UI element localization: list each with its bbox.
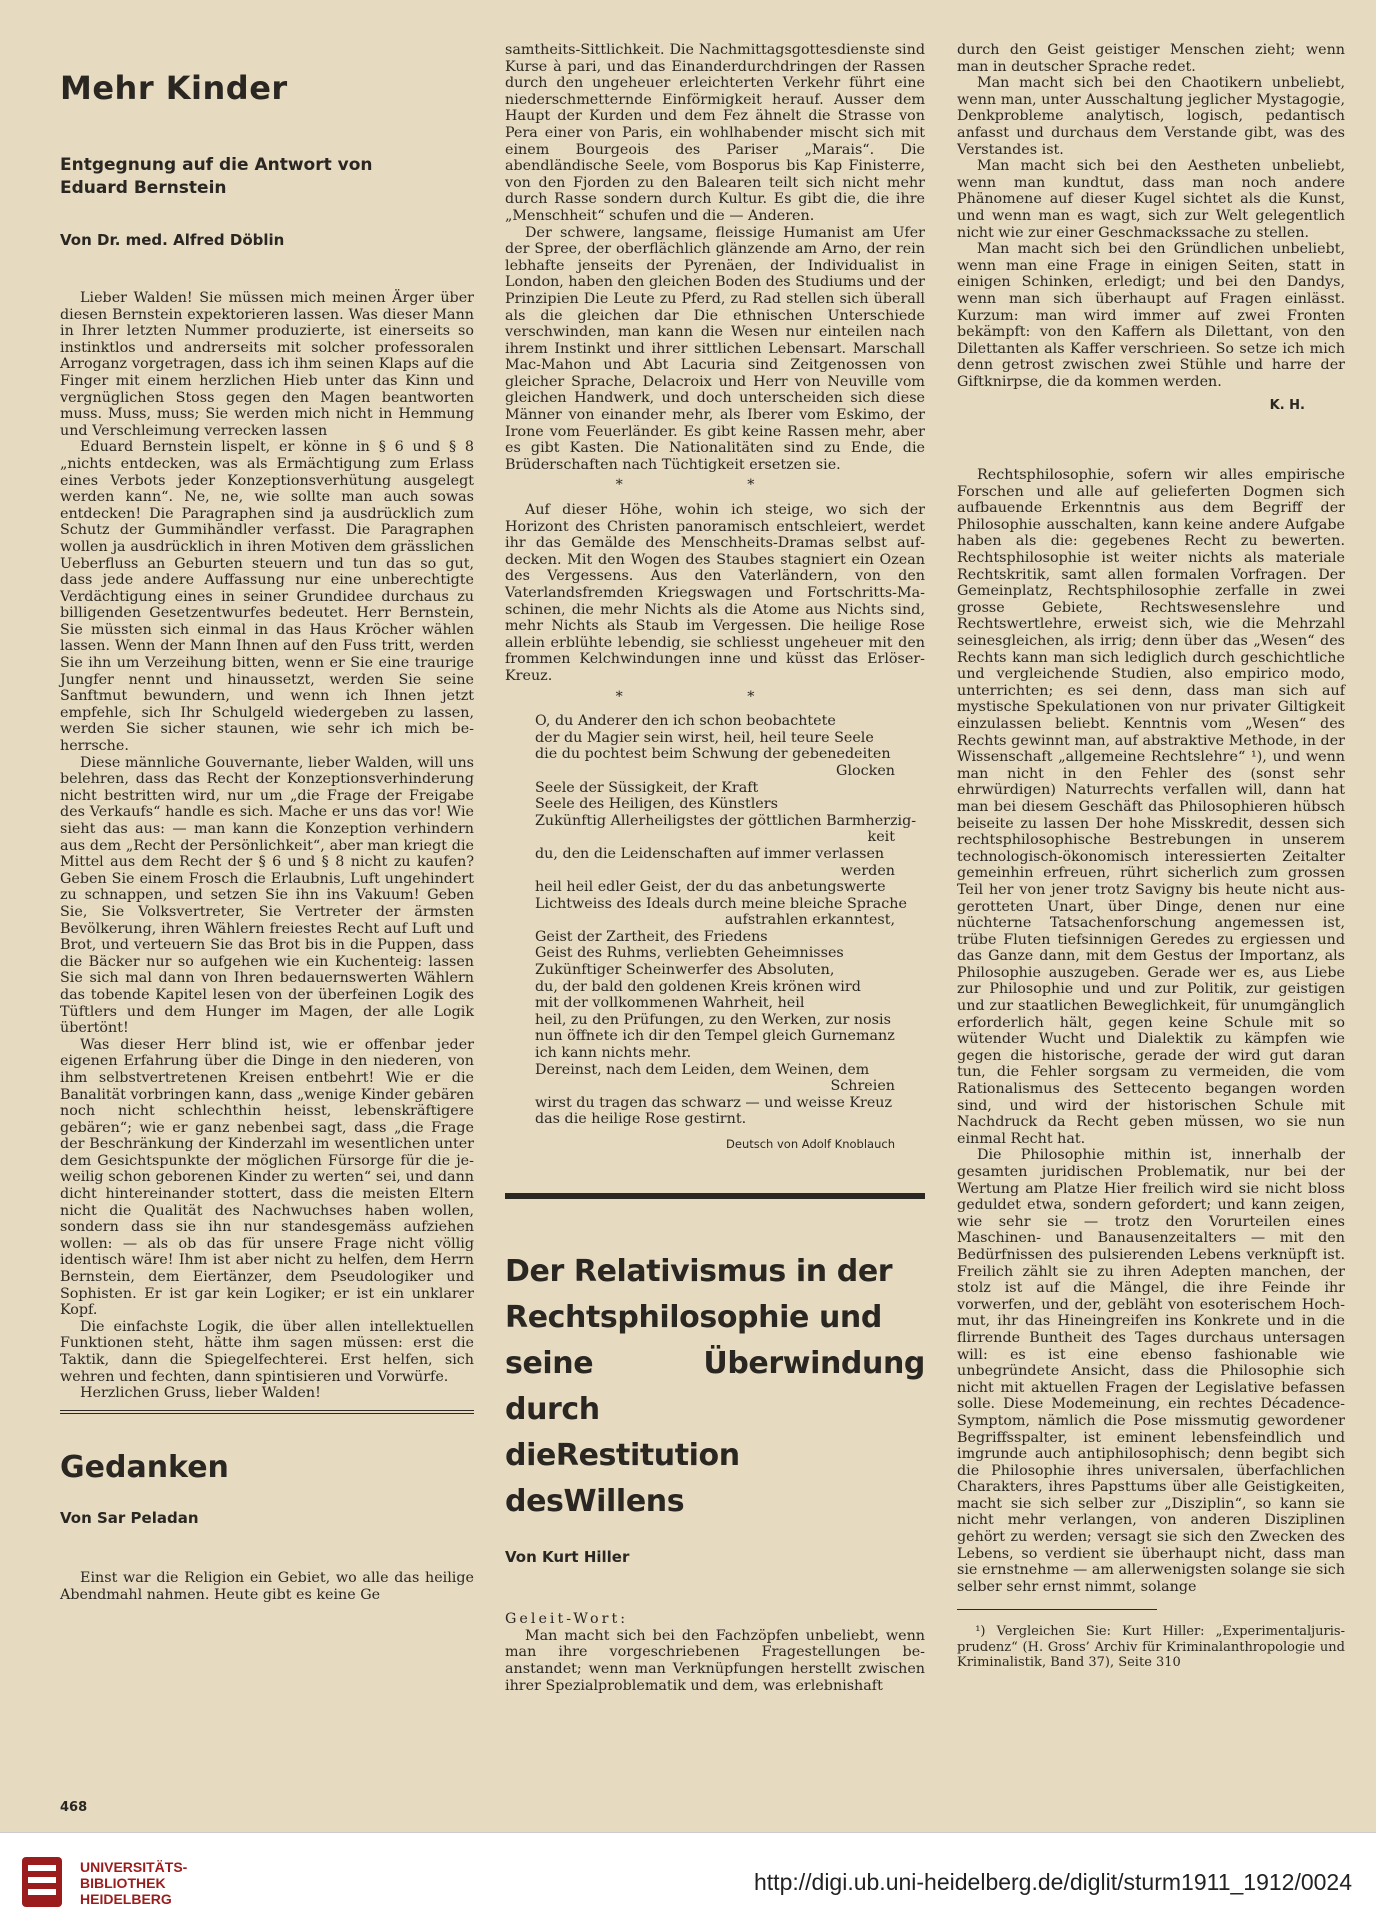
poem-line: Schreien — [830, 1078, 895, 1095]
university-seal-icon — [20, 1853, 64, 1911]
poem-line: Zukünftiger Scheinwerfer des Absoluten, — [535, 962, 835, 979]
paragraph: Eduard Bernstein lispelt, er könne in § 6 und § 8 „nichts entdecken, was als Ermächtigung zum Erlass eines Verbots jeder Konzeptionsverhütung ausgelegt werden kann“. Ne, ne, wie sollte man auch sowas entdecken! Die Paragraphen sind ja ausdrücklich zum Schutz der Gummihändler verfasst. Die Paragraphen wollen ja ausdrücklich in ihren Motiven dem grässlichen Ueberfluss an Geburten steuern und tun das so gut, dass jede andere Auffassung nur eine unberechtigte Verdächtigung eines in seiner Grundidee durchaus zu billigenden Gesetzentwurfes bedeutet. Herr Bernstein, Sie müssten sich einmal in das Haus Kröcher wählen lassen. Wenn der Mann Ihnen auf den Fuss tritt, werden Sie ihn um Verzeihung bitten, wenn er Sie eine traurige Jungfer nennt und hinaussetzt, werden Sie seine Sanftmut bewundern, und wenn ich Ihnen jetzt empfehle, sich Ihr Schulgeld wiedergeben zu lassen, werden Sie sicher staunen, wie sehr ich mich beherrsche. — [60, 439, 474, 755]
article-author-peladan: Von Sar Peladan — [60, 1508, 199, 1527]
footnote: ¹) Vergleichen Sie: Kurt Hiller: „Experimentaljurisprudenz“ (H. Gross’ Archiv für Kriminalanthropologie und Kriminalistik, Band 37), Seite 310 — [957, 1624, 1345, 1671]
paragraph: Die einfachste Logik, die über allen intellektuellen Funktionen steht, hätte ihm sagen müssen: erst die Taktik, dann die Spiegelfechterei. Erst helfen, sich wehren und fechten, dann spintisieren und Vorwürfe. — [60, 1318, 474, 1385]
article-author-hiller: Von Kurt Hiller — [505, 1547, 630, 1566]
translator-credit: Deutsch von Adolf Knoblauch — [726, 1137, 895, 1151]
title-line: seine Überwindung durch — [505, 1345, 925, 1427]
poem-line: du, den die Leidenschaften auf immer verlassen — [535, 845, 885, 862]
poem-line: Zukünftig Allerheiligstes der göttlichen Barmherzig- — [535, 812, 917, 829]
poem-line: Geist der Zartheit, des Friedens — [535, 928, 768, 945]
poem-line: du, der bald den goldenen Kreis krönen wird — [535, 978, 861, 995]
poem-line: Lichtweiss des Ideals durch meine bleiche Sprache — [535, 895, 907, 912]
column-3 — [957, 42, 1345, 1671]
poem-line: heil, zu den Prüfungen, zu den Werken, zur nosis — [535, 1011, 891, 1028]
poem-line: Dereinst, nach dem Leiden, dem Weinen, dem — [535, 1061, 870, 1078]
poem-line: Seele des Heiligen, des Künstlers — [535, 796, 778, 813]
star-separator: * * — [615, 477, 815, 494]
paragraph: Man macht sich bei den Gründlichen unbeliebt, wenn man eine Frage in einigen Seiten, statt in einigen Schinken, erledigt; und bei den Dandys, wenn man sich überhaupt auf Fragen einlässt. Kurzum: man wird immer auf zwei Fronten bekämpft: von den Kaffern als Dilettant, von den Dilettanten als Kaffer verschrieen. So setze ich mich denn getrost zwischen zwei Stühle und harre der Giftknirpse, die da kommen werden. — [957, 241, 1345, 390]
poem — [505, 713, 925, 1128]
paragraph: Einst war die Religion ein Gebiet, wo alle das heilige Abendmahl nahmen. Heute gibt es keine Ge — [60, 1570, 474, 1603]
poem-line: mit der vollkommenen Wahrheit, heil — [535, 995, 805, 1012]
star-separator: * * — [615, 688, 815, 705]
poem-line: Geist des Ruhms, verliebten Geheimnisses — [535, 945, 844, 962]
poem-line: das die heilige Rose gestirnt. — [535, 1111, 747, 1128]
article-title-gedanken: Gedanken — [60, 1449, 229, 1485]
signature-kh: K. H. — [1269, 398, 1305, 414]
poem-line: nun öffnete ich dir den Tempel gleich Gurnemanz — [535, 1028, 895, 1045]
column-2 — [505, 42, 925, 1694]
article-title-mehr-kinder: Mehr Kinder — [60, 69, 288, 107]
paragraph: Auf dieser Höhe, wohin ich steige, wo sich der Horizont des Christen panoramisch entschleiert, werdet ihr das Gemälde des Menschheits-Dramas selbst aufdecken. Mit den Wogen des Staubes stagniert ein Ozean des Vergessens. Aus den Vaterländern, von den Vaterlandsfremden Kriegswagen und Fortschritts-Maschinen, die mehr Nichts als die Atome aus Nichts sind, mehr Nichts als Staub im Vergessen. Die heilige Rose allein erblühte lebendig, sie schliesst ungeheuer mit den frommen Kelchwindungen inne und küsst das Erlöser-Kreuz. — [505, 502, 925, 684]
poem-line: keit — [867, 829, 895, 846]
poem-line: wirst du tragen das schwarz — und weisse Kreuz — [535, 1094, 893, 1111]
article-subtitle — [60, 154, 474, 200]
article-author-doeblin: Von Dr. med. Alfred Döblin — [60, 231, 285, 249]
paragraph: samtheits-Sittlichkeit. Die Nachmittagsgottesdienste sind Kurse à pari, und das Einanderdurchdringen der Rassen durch den ungeheuer erleichterten Verkehr führt eine niederschmetternde Einförmigkeit herauf. Ausser dem Haupt der Kurden und dem Fez ähnelt die Strasse von Pera einer von Paris, ein wohlhabender mischt sich mit einem Bourgeois des Pariser „Marais“. Die abendländische Seele, vom Bosporus bis Kap Finisterre, von den Fjorden zu den Balearen teilt sich nicht mehr durch Rasse sondern durch Kultur. Es gibt die, die ihre „Menschheit“ schufen und die — Anderen. — [505, 42, 925, 224]
section-divider — [60, 1410, 474, 1416]
closing-greeting: Herzlichen Gruss, lieber Walden! — [80, 1385, 321, 1402]
geleit-wort-heading: Geleit-Wort: — [505, 1611, 629, 1628]
title-line: Der Relativismus in der — [505, 1253, 893, 1289]
title-line: dieRestitution desWillens — [505, 1437, 740, 1519]
paragraph: durch den Geist geistiger Menschen zieht; wenn man in deutscher Sprache redet. — [957, 42, 1345, 75]
library-logo-text[interactable] — [80, 1859, 187, 1907]
page-number: 468 — [60, 1800, 88, 1815]
poem-line: O, du Anderer den ich schon beobachtete — [535, 713, 836, 730]
paragraph: Man macht sich bei den Fachzöpfen unbeliebt, wenn man ihre vorgeschriebenen Fragestellungen beanstandet; wenn man Verknüpfungen herstellt zwischen ihrer Spezialproblematik und dem, was erlebnishaft — [505, 1627, 925, 1694]
poem-line: Glocken — [836, 762, 895, 779]
section-divider — [505, 1193, 925, 1199]
poem-line: der du Magier sein wirst, heil, heil teure Seele — [535, 729, 874, 746]
poem-line: die du pochtest beim Schwung der gebenedeiten — [535, 746, 891, 763]
logo-line: UNIVERSITÄTS- — [80, 1859, 188, 1875]
subtitle-line-2: Eduard Bernstein — [60, 178, 227, 198]
paragraph: Man macht sich bei den Aestheten unbeliebt, wenn man kundtut, dass man noch andere Phänomene auf dieser Kugel sichtet als die Kunst, und wenn man es wagt, sich zur Welt gelegentlich nicht wie zur einer Geschmackssache zu stellen. — [957, 158, 1345, 241]
title-line: Rechtsphilosophie und — [505, 1299, 882, 1335]
library-footer — [0, 1832, 1376, 1931]
poem-line: werden — [840, 862, 895, 879]
poem-line: Seele der Süssigkeit, der Kraft — [535, 779, 759, 796]
poem-line: heil heil edler Geist, der du das anbetungswerte — [535, 879, 886, 896]
paragraph: Was dieser Herr blind ist, wie er offenbar jeder eigenen Erfahrung über die Dinge in den niederen, von ihm selbstvertretenen Kreisen entbehrt! Wie er die Banalität vorbringen kann, dass „wenige Kinder gebären noch nicht schlechthin heisst, lebenskräftigere gebären“; wie er ganz nebenbei sagt, dass „die Frage der Beschränkung der Kinderzahl im wesentlichen unter dem Gesichtspunkte der möglichen Fürsorge für die jeweilig schon geborenen Kinder zu werten“ sei, und dann dicht hintereinander stottert, dass die meisten Eltern nicht die Qualität des Nachwuchses haben wollen, sondern dass sie ihn nur standesgemäss aufziehen wollen: — als ob das für unsere Frage nicht völlig identisch wäre! Ihm ist aber nicht zu helfen, dem Herrn Bernstein, dem Eiertänzer, dem Pseudologiker und Sophisten. Er ist gar kein Logiker; er ist ein unklarer Kopf. — [60, 1036, 474, 1319]
subtitle-line-1: Entgegnung auf die Antwort von — [60, 155, 373, 175]
logo-line: BIBLIOTHEK — [80, 1875, 166, 1891]
paragraph: Rechtsphilosophie, sofern wir alles empirische Forschen und alle auf gelieferten Dogmen sich aufbauende Erkenntnis aus dem Begriff der Philosophie ausschalten, kann keine andere Aufgabe haben als die: gegebenes Recht zu bewerten. Rechtsphilosophie ist weiter nichts als materiale Rechtskritik, samt allen formalen Vorfragen. Der Gemeinplatz, Rechtsphilosophie zerfalle in zwei grosse Gebiete, Rechtswesenslehre und Rechtswertlehre, erweist sich, wie die Mehrzahl seinesgleichen, als irrig; denn über das „Wesen“ des Rechts kann man sich lediglich durch geschichtliche und vergleichende Studien, also empirico modo, unterrichten; es sei denn, dass man sich auf mystische Spekulationen von nur privater Giltigkeit einzulassen beliebt. Kenntnis vom „Wesen“ des Rechts gewinnt man, auf abstraktive Methode, in der Wissenschaft „allgemeine Rechtslehre“ ¹), und wenn man nicht in den Fehler des (sonst sehr ehrwürdigen) Naturrechts verfallen will, dann hat man bei diesem Geschäft das Philosophieren hübsch beiseite zu lassen Der hohe Misskredit, dessen sich rechtsphilosophische Bestrebungen in unserem technologisch-ökonomisch interessierten Zeitalter gemeinhin erfreuen, rührt sicherlich zum grossen Teil her von jener trotz Savigny bis heute nicht ausgerotteten Unart, über Dinge, denen nur eine nüchterne Tatsachenforschung angemessen ist, trübe Fluten tiefsinnigen Geredes zu ergiessen und das Ganze dann, mit dem Gestus der Importanz, als Philosophie auszugeben. Gerade wer es, aus Liebe zur Philosophie und und zur Politik, zur geistigen und zur staatlichen Beweglichkeit, für unumgänglich erforderlich hält, gegen keine Schule mit so wütender Wucht und Dialektik zu kämpfen wie gegen die historische, gerade der wird gut daran tun, die Fehler sorgsam zu vermeiden, die vom Rationalismus des Settecento begangen worden sind, und wird der historischen Schule mit Nachdruck da Recht geben müssen, wo sie nun einmal Recht hat. — [957, 467, 1345, 1147]
footnote-divider — [957, 1609, 1157, 1610]
article-title-relativismus — [505, 1249, 925, 1525]
paragraph: Lieber Walden! Sie müssen mich meinen Ärger über diesen Bernstein expektorieren lassen. Was dieser Mann in Ihrer letzten Nummer produzierte, ist einerseits so instinktlos und andrerseits mit solcher professoralen Arroganz vorgetragen, dass ich ihm seinen Klaps auf die Finger mit einem herzlichen Hieb unter das Kinn und vergnüglichen Stoss gegen den Magen beantworten muss. Muss, muss; Sie werden mich nicht in Hemmung und Verschleimung verrecken lassen — [60, 290, 474, 439]
logo-line: HEIDELBERG — [80, 1891, 172, 1907]
column-1 — [60, 50, 474, 1604]
permalink-url[interactable]: http://digi.ub.uni-heidelberg.de/diglit/sturm1911_1912/0024 — [754, 1869, 1352, 1895]
poem-line: ich kann nichts mehr. — [535, 1045, 692, 1062]
paragraph: Diese männliche Gouvernante, lieber Walden, will uns belehren, dass das Recht der Konzeptionsverhinderung nicht bestritten wird, nur um „die Frage der Freigabe des Verkaufs“ handle es sich. Mache er uns das vor! Wie sieht das aus: — man kann die Konzeption verhindern aus dem „Recht der Persönlichkeit“, aber man kriegt die Mittel aus dem Recht der § 6 und § 8 nicht zu kaufen? Geben Sie einem Frosch die Erlaubnis, Luft ungehindert zu schnappen, und setzen Sie ihn ins Vakuum! Geben Sie, Sie Volksvertreter, Sie Vertreter der ärmsten Bevölkerung, ihren Wählern freiestes Recht auf Luft und Brot, und verteuern Sie das Brot bis in die Puppen, dass die Bäcker nur so aufgehen wie ein Kuchenteig: lassen Sie sich mal dann von Ihren bedauernswerten Wählern das tobende Kapitel lesen von der überfeinen Logik des Tüftlers und dem Hunger im Magen, der alle Logik übertönt! — [60, 754, 474, 1037]
paragraph: Man macht sich bei den Chaotikern unbeliebt, wenn man, unter Ausschaltung jeglicher Mystagogie, Denkprobleme analytisch, logisch, pedantisch anfasst und durchaus dem Verstande gibt, was des Verstandes ist. — [957, 75, 1345, 158]
poem-line: aufstrahlen erkanntest, — [724, 912, 895, 929]
paragraph: Die Philosophie mithin ist, innerhalb der gesamten juridischen Problematik, nur bei der Wertung am Platze Hier freilich wird sie nicht bloss geduldet etwa, sondern gefordert; und kann zeigen, wie sehr sie — trotz den Vorurteilen eines Maschinen- und Banausenzeitalters — mit den Bedürfnissen des pulsierenden Lebens verknüpft ist. Freilich zählt sie zu ihren Adepten manchen, der stolz ist auf die Mängel, die ihre Feinde ihr vorwerfen, und der, gebläht von esoterischem Hochmut, ihr das Hineingreifen ins Konkrete und in die flirrende Buntheit des Tages durchaus untersagen will: es ist eine ebenso fashionable wie unbegründete Ansicht, dass die Philosophie sich nicht mit aktuellen Fragen der Legislative befassen solle. Diese Modemeinung, ein rechtes Décadence-Symptom, nämlich die Pose missmutig gewordener Begriffsspalter, ist eminent lebensfeindlich und imgrunde auch antiphilosophisch; denn begibt sich die Philosophie ihres universalen, überfachlichen Charakters, ihres Papsttums über alle Geistigkeiten, macht sie sich selber zur „Disziplin“, so kann sie nicht mehr verlangen, von anderen Disziplinen gehört zu werden; versagt sie sich den Zwecken des Lebens, so verdient sie überhaupt nicht, dass man sie ernstnehme — am allerwenigsten solange sie sich selber sehr ernst nimmt, solange — [957, 1147, 1345, 1595]
paragraph: Der schwere, langsame, fleissige Humanist am Ufer der Spree, der oberflächlich glänzende am Arno, der rein lebhafte jenseits der Pyrenäen, der Individualist in London, haben den gleichen Boden des Studiums und der Prinzipien Die Leute zu Pferd, zu Rad stellen sich überall als die gleichen dar Die ethnischen Unterschiede verschwinden, man kann die Wesen nur einteilen nach ihrem Instinkt und ihrer sittlichen Lebensart. Marschall Mac-Mahon und Abt Lacuria sind Zeitgenossen von gleicher Sprache, Delacroix und Herr von Neuville vom gleichen Handwerk, und doch unterscheiden sich diese Männer von einander mehr, als Iberer vom Eskimo, der Irone vom Feuerländer. Es gibt keine Rassen mehr, aber es gibt Kasten. Die Nationalitäten sind zu Ende, die Brüderschaften nach Tüchtigkeit ersetzen sie. — [505, 224, 925, 473]
